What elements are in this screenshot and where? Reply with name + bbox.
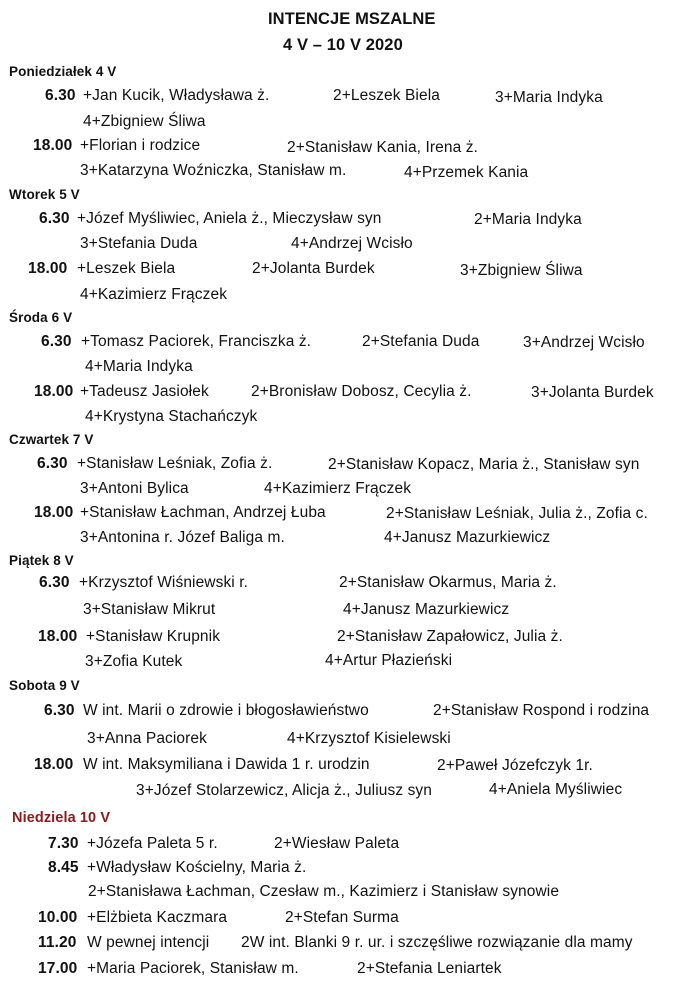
mass-time: 8.45 [48,859,79,876]
intention: 2+Stanisława Łachman, Czesław m., Kazimierz i Stanisław synowie [88,883,560,900]
day-heading-wednesday: Środa 6 V [9,310,73,325]
intention: 2+Paweł Józefczyk 1r. [437,757,593,774]
intention: +Leszek Biela [77,260,176,277]
intention: 2+Stanisław Leśniak, Julia ż., Zofia c. [386,505,648,522]
intention: 4+Aniela Myśliwiec [489,781,623,798]
intention: 2+Stanisław Zapałowicz, Julia ż. [337,628,563,645]
intention: 3+Zofia Kutek [85,653,183,670]
intention: +Józef Myśliwiec, Aniela ż., Mieczysław syn [77,210,382,227]
intention: 4+Artur Płazieński [325,652,453,669]
intention: 4+Maria Indyka [85,358,193,375]
intention: 2+Stanisław Rospond i rodzina [433,702,650,719]
intention: +Stanisław Leśniak, Zofia ż. [77,455,273,472]
intention: +Krzysztof Wiśniewski r. [79,574,249,591]
mass-time: 6.30 [37,455,68,472]
mass-time: 10.00 [38,909,78,926]
mass-time: 7.30 [48,835,79,852]
intention: +Tadeusz Jasiołek [80,383,209,400]
day-heading-tuesday: Wtorek 5 V [9,187,80,202]
intention: 2W int. Blanki 9 r. ur. i szczęśliwe rozwiązanie dla mamy [241,934,633,951]
intention: 2+Leszek Biela [333,87,440,104]
date-range: 4 V – 10 V 2020 [283,36,403,54]
intention: 2+Maria Indyka [474,211,582,228]
mass-time: 11.20 [38,934,77,951]
intention: 3+Antonina r. Józef Baliga m. [80,529,285,546]
mass-time: 6.30 [44,702,75,719]
intention: 3+Zbigniew Śliwa [460,262,583,279]
intention: +Maria Paciorek, Stanisław m. [87,960,299,977]
intention: 2+Wiesław Paleta [274,835,400,852]
day-heading-sunday: Niedziela 10 V [12,810,111,826]
day-heading-friday: Piątek 8 V [9,553,74,568]
intention: 4+Janusz Mazurkiewicz [384,529,551,546]
intention: 3+Stanisław Mikrut [83,601,216,618]
intention: +Elżbieta Kaczmara [87,909,228,926]
mass-time: 18.00 [34,383,74,400]
day-heading-saturday: Sobota 9 V [9,678,80,693]
intention: W int. Maksymiliana i Dawida 1 r. urodzin [83,756,370,773]
intention: +Tomasz Paciorek, Franciszka ż. [81,333,312,350]
mass-time: 18.00 [34,504,74,521]
intention: 3+Antoni Bylica [80,480,189,497]
intention: 4+Andrzej Wcisło [291,235,413,252]
intention: 4+Janusz Mazurkiewicz [343,601,510,618]
intention: 4+Zbigniew Śliwa [83,113,206,130]
intention: +Stanisław Łachman, Andrzej Łuba [80,504,326,521]
intention: W int. Marii o zdrowie i błogosławieństwo [83,702,369,719]
mass-time: 18.00 [34,756,74,773]
intention: 2+Stefania Duda [362,333,480,350]
intention: 2+Stanisław Kopacz, Maria ż., Stanisław syn [328,456,640,473]
intention: 4+Krystyna Stachańczyk [85,408,258,425]
intention: +Stanisław Krupnik [86,628,221,645]
intention: 2+Stanisław Okarmus, Maria ż. [339,574,557,591]
intention: 2+Stanisław Kania, Irena ż. [287,139,478,156]
intention: 3+Anna Paciorek [87,730,207,747]
day-heading-monday: Poniedziałek 4 V [9,64,117,79]
intention: 2+Stefania Leniartek [357,960,502,977]
intention: 3+Katarzyna Woźniczka, Stanisław m. [80,162,347,179]
intention: 2+Jolanta Burdek [252,260,375,277]
document-title: INTENCJE MSZALNE [268,10,436,28]
day-heading-thursday: Czwartek 7 V [9,432,94,447]
mass-time: 6.30 [45,87,76,104]
intention: 3+Jolanta Burdek [531,384,654,401]
intention: 3+Andrzej Wcisło [523,334,645,351]
intention: +Władysław Kościelny, Maria ż. [87,859,307,876]
intention: +Józefa Paleta 5 r. [87,835,218,852]
intention: W pewnej intencji [87,934,210,951]
mass-time: 6.30 [39,210,70,227]
intention: 4+Kazimierz Frączek [264,480,412,497]
mass-time: 6.30 [41,333,72,350]
intention: 4+Krzysztof Kisielewski [287,730,451,747]
mass-time: 6.30 [39,574,70,591]
intention: 3+Maria Indyka [495,89,603,106]
mass-time: 17.00 [38,960,78,977]
intention: 2+Bronisław Dobosz, Cecylia ż. [251,383,472,400]
intention: 3+Józef Stolarzewicz, Alicja ż., Juliusz syn [136,782,433,799]
mass-time: 18.00 [38,628,78,645]
intention: +Jan Kucik, Władysława ż. [83,87,270,104]
intention: 4+Kazimierz Frączek [80,286,228,303]
intention: +Florian i rodzice [80,137,201,154]
intention: 4+Przemek Kania [404,164,529,181]
intention: 2+Stefan Surma [285,909,399,926]
mass-time: 18.00 [28,260,68,277]
intention: 3+Stefania Duda [80,235,198,252]
mass-time: 18.00 [33,137,73,154]
